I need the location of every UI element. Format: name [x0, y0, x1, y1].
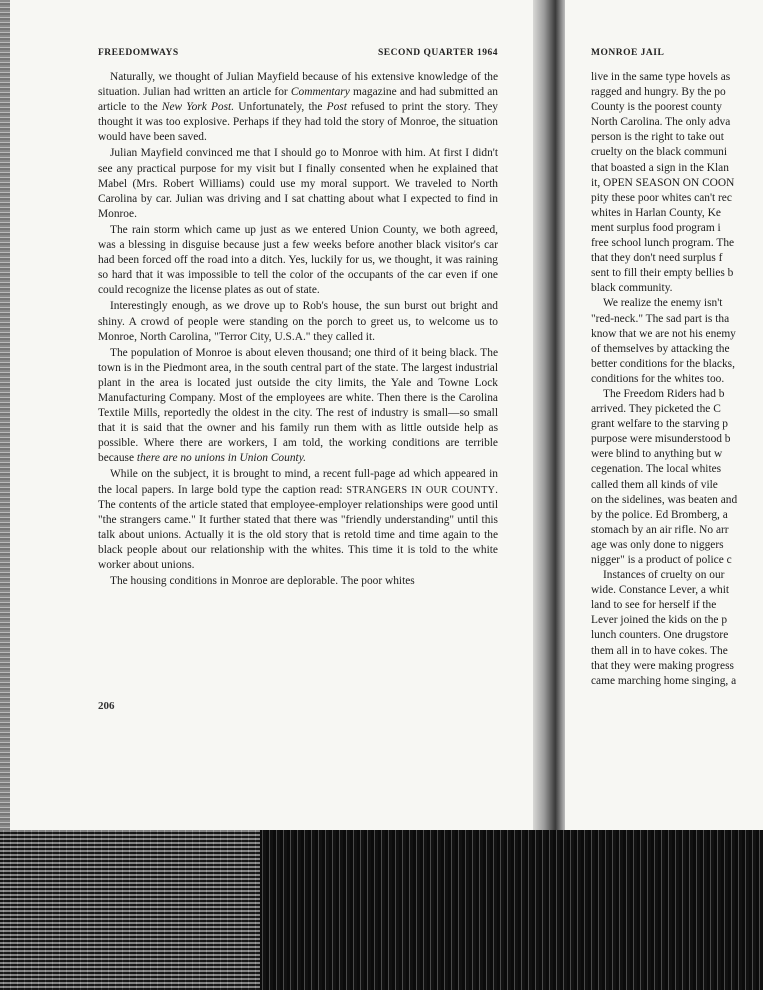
text-line: age was only done to niggers [591, 538, 724, 551]
text-line: lunch counters. One drugstore [591, 629, 729, 642]
right-page [565, 0, 763, 830]
text-run: Julian Mayfield convinced me that I should go to Monroe with him. At first I didn't see any practical purpose for my visit but I finally consented when he explained that Mabel (Mrs. Robert Williams) could use my moral support. We traveled to North Carolina by car. Julian was driving and I sat chatting about what I expected to find in Monroe. [98, 147, 498, 220]
text-run: The population of Monroe is about eleven thousand; one third of it being black. The town is in the Piedmont area, in the south central part of the state. The largest industrial plant in the area is located just outside the city limits, the Yale and Towne Lock Manufacturing Company. Most of the employees are white. Then there is the Carolina Textile Mills, reportedly the oldest in the city. The rest of industry is small—so small that it is said that the owner and his family run them with as little outside help as possible. Where there are workers, I am told, the working conditions are terrible because [98, 346, 498, 465]
text-line: cegenation. The local whites [591, 463, 722, 476]
left-page-content [98, 48, 498, 590]
italic-text: Post [326, 101, 347, 114]
text-run: Interestingly enough, as we drove up to Rob's house, the sun burst out bright and shiny. A crowd of people were standing on the porch to greet us, to welcome us to Monroe, North Carolina, "Terror City, U.S.A." they called it. [98, 300, 498, 343]
text-line: them all in to have cokes. The [591, 644, 728, 657]
page-number: 206 [98, 700, 115, 712]
text-line: "red-neck." The sad part is tha [591, 312, 730, 325]
italic-text: there are no unions in Union County. [136, 452, 306, 465]
paragraph [98, 299, 498, 344]
text-line: live in the same type hovels as [591, 71, 731, 83]
text-line: County is the poorest county [591, 101, 722, 114]
text-line: North Carolina. The only adva [591, 116, 731, 129]
text-line: nigger" is a product of police c [591, 554, 732, 566]
paragraph [98, 467, 498, 573]
text-line: ment surplus food program i [591, 221, 721, 234]
text-line: We realize the enemy isn't [603, 297, 723, 310]
small-caps-text: STRANGERS IN OUR COUNTY [346, 484, 496, 496]
running-head-journal: FREEDOMWAYS [98, 48, 179, 58]
text-line: were blind to anything but w [591, 448, 723, 461]
text-run: The housing conditions in Monroe are deplorable. The poor whites [110, 575, 415, 588]
text-line: purpose were misunderstood b [591, 433, 731, 446]
text-line: land to see for herself if the [591, 599, 717, 612]
left-page [10, 0, 533, 830]
text-run: . The contents of the article stated that employee-employer relationships were good until "the strangers came." It further stated that there was "friendly understanding" until this talk about unions. Actually it is the old story that is retold time and time again to the black people about our relationship with the whites. This time it is told to the white worker about unions. [98, 483, 498, 571]
text-line: grant welfare to the starving p [591, 418, 728, 431]
paragraph [98, 574, 498, 589]
text-run: refused to print the story. They thought it was too explosive. Perhaps if they had told the story of Monroe, the situation would have been saved. [98, 101, 498, 144]
right-running-head-title: MONROE JAIL [591, 48, 665, 58]
running-head [98, 48, 498, 58]
paragraph [98, 223, 498, 298]
body-text [98, 70, 498, 589]
text-line: by the police. Ed Bromberg, a [591, 508, 728, 521]
text-line: The Freedom Riders had b [603, 387, 725, 400]
text-line: of themselves by attacking the [591, 342, 730, 355]
text-line: cruelty on the black communi [591, 146, 728, 159]
text-line: arrived. They picketed the C [591, 403, 721, 416]
running-head-issue: SECOND QUARTER 1964 [377, 48, 498, 58]
scan-noise [0, 830, 260, 990]
text-line: wide. Constance Lever, a whit [591, 584, 730, 597]
text-line: free school lunch program. The [591, 237, 735, 250]
text-run: magazine and had submitted an article to the [98, 86, 499, 114]
text-line: sent to fill their empty bellies b [591, 267, 734, 280]
paragraph [98, 346, 498, 467]
text-run: The rain storm which came up just as we entered Union County, we both agreed, was a blessing in disguise because just a few weeks before another black visitor's car had been forced off the road into a ditch. Yes, luckily for us, we thought, it was raining so hard that it was impossible to tell the color of the occupants of the car even if one could recognize the license plates as out of state. [98, 223, 498, 297]
text-line: know that we are not his enemy [591, 327, 736, 340]
page-gutter [533, 0, 565, 830]
text-line: on the sidelines, was beaten and [591, 493, 738, 506]
text-line: Lever joined the kids on the p [591, 614, 728, 627]
text-line: pity these poor whites can't rec [591, 191, 732, 204]
text-line: whites in Harlan County, Ke [591, 206, 721, 219]
text-run: Naturally, we thought of Julian Mayfield because of his extensive knowledge of the situation. Julian had written an article for [98, 71, 498, 99]
text-line: that they don't need surplus f [591, 252, 723, 265]
paragraph [98, 70, 498, 145]
text-line: better conditions for the blacks, [591, 357, 735, 370]
italic-text: New York Post. [161, 101, 235, 114]
text-run: While on the subject, it is brought to mind, a recent full-page ad which appeared in the local papers. In large bold type the caption read: [98, 468, 498, 496]
text-line: ragged and hungry. By the po [591, 86, 726, 99]
text-line: that boasted a sign in the Klan [591, 161, 729, 174]
text-line: stomach by an air rifle. No arr [591, 523, 729, 536]
text-line: that they were making progress [591, 659, 734, 672]
text-line: black community. [591, 282, 673, 295]
text-line: came marching home singing, a [591, 674, 737, 687]
right-page-content [591, 48, 763, 689]
text-line: Instances of cruelty on our [603, 569, 725, 582]
italic-text: Commentary [290, 86, 350, 99]
paragraph [98, 146, 498, 221]
text-line: called them all kinds of vile [591, 478, 718, 491]
text-line: conditions for the whites too. [591, 372, 725, 385]
text-line: person is the right to take out [591, 131, 724, 144]
right-body-text [591, 70, 763, 689]
text-run: Unfortunately, the [234, 101, 327, 114]
text-line: it, OPEN SEASON ON COON [591, 176, 735, 189]
right-running-head [591, 48, 763, 58]
scan-bottom-margin [0, 830, 763, 990]
